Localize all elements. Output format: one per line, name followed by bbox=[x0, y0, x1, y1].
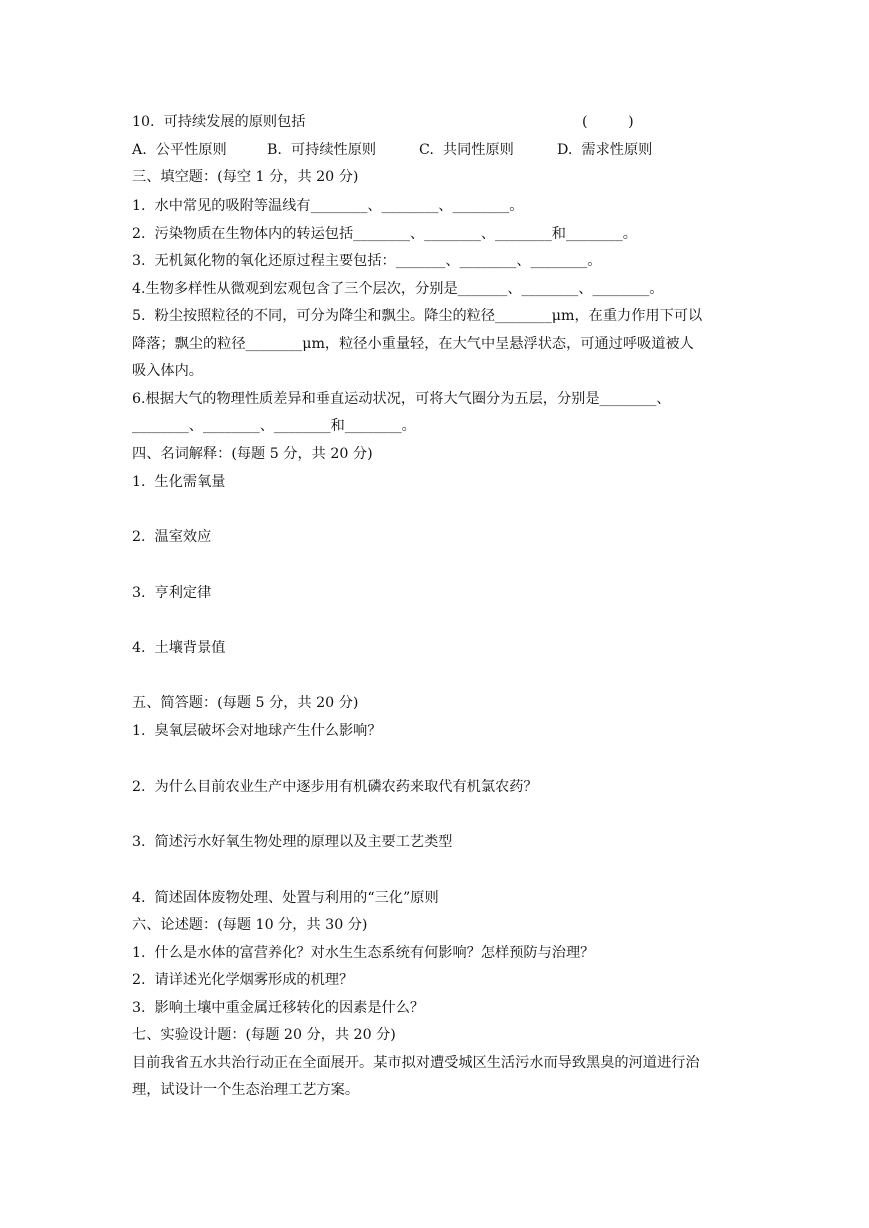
short-answer-item: 1. 臭氧层破坏会对地球产生什么影响？ bbox=[132, 723, 382, 739]
question-10-stem: 10. 可持续发展的原则包括 bbox=[132, 114, 306, 130]
option-c: C. 共同性原则 bbox=[419, 142, 514, 158]
option-b: B. 可持续性原则 bbox=[267, 142, 377, 158]
option-d: D. 需求性原则 bbox=[557, 142, 653, 158]
experiment-prompt: 目前我省五水共治行动正在全面展开。某市拟对遭受城区生活污水而导致黑臭的河道进行治 bbox=[132, 1055, 700, 1071]
fill-blank-question: 4.生物多样性从微观到宏观包含了三个层次，分别是_______、________、________。 bbox=[132, 281, 664, 297]
definition-item: 2. 温室效应 bbox=[132, 529, 212, 545]
fill-blank-question: 1. 水中常见的吸附等温线有________、________、________。 bbox=[132, 198, 524, 214]
fill-blank-question: 5. 粉尘按照粒径的不同，可分为降尘和飘尘。降尘的粒径________μm，在重力作用下可以 bbox=[132, 308, 703, 324]
short-answer-item: 4. 简述固体废物处理、处置与利用的“三化”原则 bbox=[132, 890, 439, 906]
section-header-fill-blank: 三、填空题：(每空 1 分，共 20 分) bbox=[132, 169, 359, 185]
definition-item: 4. 土壤背景值 bbox=[132, 640, 226, 656]
essay-item: 2. 请详述光化学烟雾形成的机理？ bbox=[132, 972, 354, 988]
short-answer-item: 2. 为什么目前农业生产中逐步用有机磷农药来取代有机氯农药？ bbox=[132, 779, 538, 795]
section-header-short-answer: 五、简答题：(每题 5 分，共 20 分) bbox=[132, 695, 359, 711]
essay-item: 1. 什么是水体的富营养化？对水生生态系统有何影响？怎样预防与治理？ bbox=[132, 945, 595, 961]
short-answer-item: 3. 简述污水好氧生物处理的原理以及主要工艺类型 bbox=[132, 834, 453, 850]
definition-item: 3. 亨利定律 bbox=[132, 585, 212, 601]
section-header-essay: 六、论述题：(每题 10 分，共 30 分) bbox=[132, 917, 368, 933]
fill-blank-question-continued: ________、________、________和________。 bbox=[132, 418, 416, 434]
definition-item: 1. 生化需氧量 bbox=[132, 474, 226, 490]
fill-blank-question-continued: 吸入体内。 bbox=[132, 363, 203, 379]
essay-item: 3. 影响土壤中重金属迁移转化的因素是什么？ bbox=[132, 1000, 425, 1016]
experiment-prompt-continued: 理，试设计一个生态治理工艺方案。 bbox=[132, 1082, 360, 1098]
section-header-definitions: 四、名词解释：(每题 5 分，共 20 分) bbox=[132, 446, 373, 462]
fill-blank-question: 6.根据大气的物理性质差异和垂直运动状况，可将大气圈分为五层，分别是________、 bbox=[132, 391, 671, 407]
option-a: A. 公平性原则 bbox=[132, 142, 227, 158]
question-10 bbox=[132, 113, 749, 131]
fill-blank-question: 2. 污染物质在生物体内的转运包括________、________、________和________。 bbox=[132, 226, 637, 242]
question-10-options bbox=[132, 141, 749, 159]
section-header-experiment: 七、实验设计题：(每题 20 分，共 20 分) bbox=[132, 1027, 396, 1043]
fill-blank-question-continued: 降落；飘尘的粒径________μm，粒径小重量轻，在大气中呈悬浮状态，可通过呼吸道被人 bbox=[132, 336, 694, 352]
fill-blank-question: 3. 无机氮化物的氧化还原过程主要包括：_______、________、________。 bbox=[132, 253, 602, 269]
answer-paren: ( ) bbox=[582, 114, 634, 130]
